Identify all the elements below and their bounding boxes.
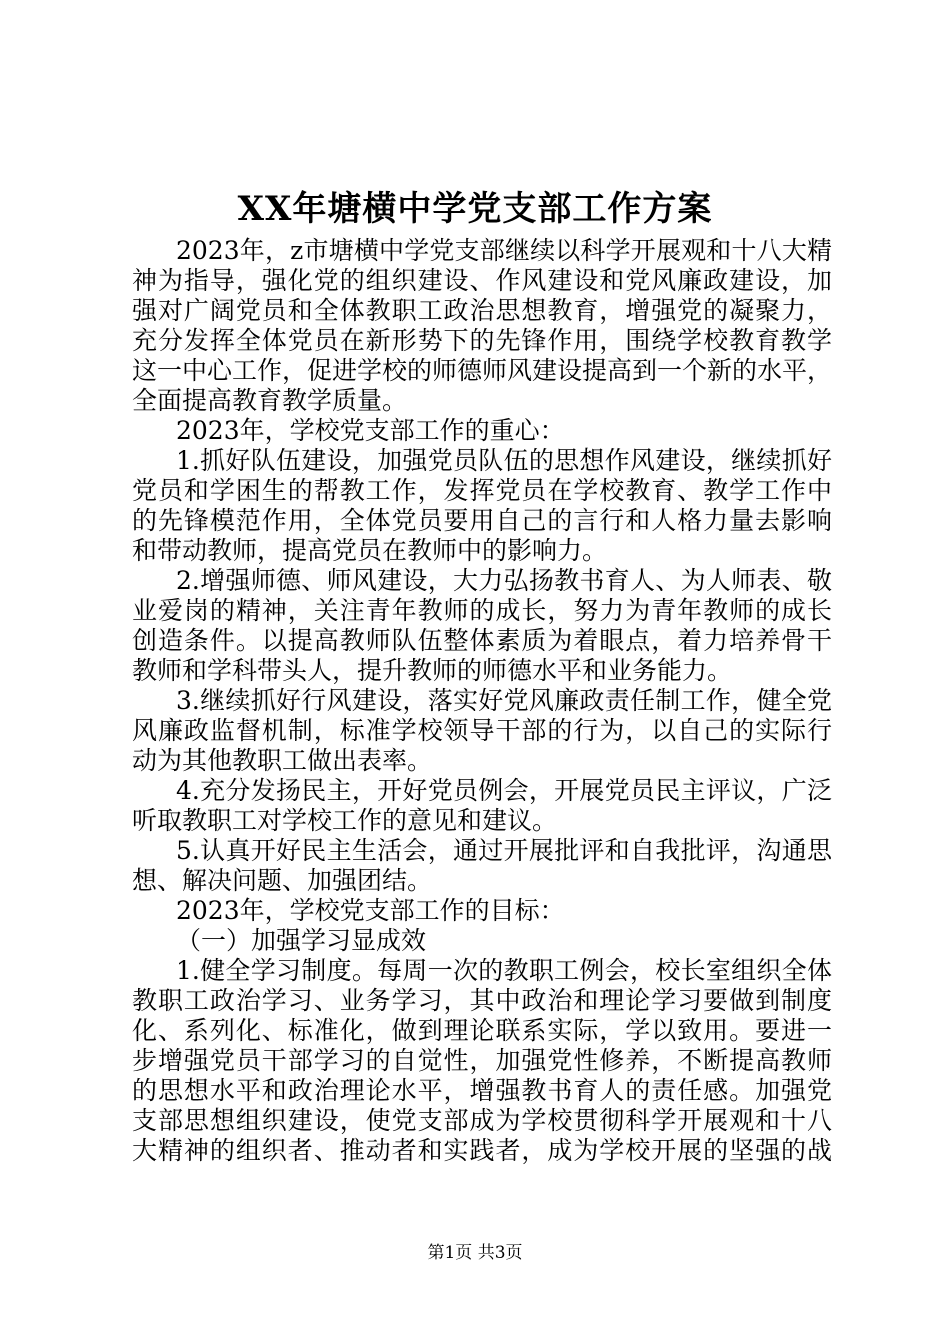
text-line: 创造条件。以提高教师队伍整体素质为着眼点，着力培养骨干	[132, 626, 832, 655]
text-line: 1.健全学习制度。每周一次的教职工例会，校长室组织全体	[176, 956, 832, 985]
text-line: 4.充分发扬民主，开好党员例会，开展党员民主评议，广泛	[176, 776, 832, 805]
text-line: 支部思想组织建设，使党支部成为学校贯彻科学开展观和十八	[132, 1106, 832, 1135]
text-line: 全面提高教育教学质量。	[132, 386, 408, 415]
text-line: 的先锋模范作用，全体党员要用自己的言行和人格力量去影响	[132, 506, 832, 535]
text-line: 步增强党员干部学习的自觉性，加强党性修养，不断提高教师	[132, 1046, 832, 1075]
text-line: 风廉政监督机制，标准学校领导干部的行为，以自己的实际行	[132, 716, 832, 745]
document-title: XX年塘横中学党支部工作方案	[237, 189, 713, 229]
text-line: 这一中心工作，促进学校的师德师风建设提高到一个新的水平，	[132, 356, 833, 385]
text-line: 2023年，z市塘横中学党支部继续以科学开展观和十八大精	[176, 236, 832, 265]
text-line: 想、解决问题、加强团结。	[132, 866, 433, 895]
text-line: 2.增强师德、师风建设，大力弘扬教书育人、为人师表、敬	[176, 566, 832, 595]
text-line: 3.继续抓好行风建设，落实好党风廉政责任制工作，健全党	[176, 686, 832, 715]
text-line: 化、系列化、标准化，做到理论联系实际，学以致用。要进一	[132, 1016, 832, 1045]
text-line: 充分发挥全体党员在新形势下的先锋作用，围绕学校教育教学	[132, 326, 832, 355]
text-line: 5.认真开好民主生活会，通过开展批评和自我批评，沟通思	[176, 836, 832, 865]
text-line: 神为指导，强化党的组织建设、作风建设和党风廉政建设，加	[132, 266, 832, 295]
text-line: 动为其他教职工做出表率。	[132, 746, 433, 775]
document-body	[132, 236, 832, 1166]
text-line: 教职工政治学习、业务学习，其中政治和理论学习要做到制度	[132, 986, 832, 1015]
text-line: 业爱岗的精神，关注青年教师的成长，努力为青年教师的成长	[132, 596, 832, 625]
text-line: 强对广阔党员和全体教职工政治思想教育，增强党的凝聚力，	[132, 296, 832, 325]
text-line: 大精神的组织者、推动者和实践者，成为学校开展的坚强的战	[132, 1136, 832, 1165]
text-line: 教师和学科带头人，提升教师的师德水平和业务能力。	[132, 656, 733, 685]
text-line: （一）加强学习显成效	[176, 926, 427, 955]
text-line: 听取教职工对学校工作的意见和建议。	[132, 806, 558, 835]
text-line: 党员和学困生的帮教工作，发挥党员在学校教育、教学工作中	[132, 476, 832, 505]
text-line: 1.抓好队伍建设，加强党员队伍的思想作风建设，继续抓好	[176, 446, 832, 475]
text-line: 和带动教师，提高党员在教师中的影响力。	[132, 536, 608, 565]
text-line: 2023年，学校党支部工作的目标：	[176, 896, 565, 925]
text-line: 的思想水平和政治理论水平，增强教书育人的责任感。加强党	[132, 1076, 832, 1105]
page-footer: 第1页 共3页	[427, 1243, 523, 1263]
text-line: 2023年，学校党支部工作的重心：	[176, 416, 565, 445]
